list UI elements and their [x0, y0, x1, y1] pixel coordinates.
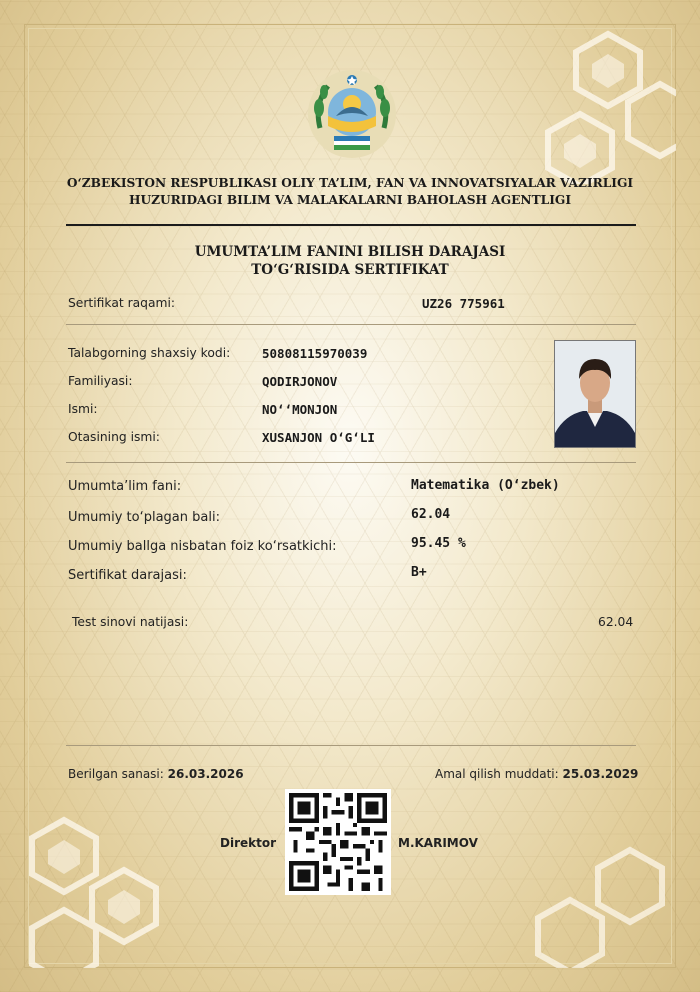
valid-until-label: Amal qilish muddati:	[435, 767, 559, 781]
test-result-label: Test sinovi natijasi:	[72, 615, 189, 629]
patronymic-label: Otasining ismi:	[68, 430, 160, 444]
corner-ornament-bottom-right	[530, 830, 676, 968]
first-name-value: NO‘‘MONJON	[262, 402, 338, 417]
issuer-line-2: HUZURIDAGI BILIM VA MALAKALARNI BAHOLASH AGENTLIGI	[128, 193, 572, 207]
issuer-line-1: O‘ZBEKISTON RESPUBLIKASI OLIY TA’LIM, FAN VA INNOVATSIYALAR VAZIRLIGI	[66, 176, 634, 190]
percent-label: Umumiy ballga nisbatan foiz ko‘rsatkichi:	[68, 539, 337, 554]
state-emblem-icon	[306, 68, 398, 160]
patronymic-value: XUSANJON O‘G‘LI	[262, 430, 375, 445]
subject-label: Umumta’lim fani:	[68, 479, 182, 494]
surname-value: QODIRJONOV	[262, 374, 338, 389]
certificate-level-label: Sertifikat darajasi:	[68, 568, 187, 583]
divider	[66, 462, 636, 463]
certificate-number-value: UZ26 775961	[422, 296, 505, 311]
issue-date-label: Berilgan sanasi:	[68, 767, 164, 781]
director-label: Direktor	[220, 836, 277, 850]
document-title-line-2: TO‘G‘RISIDA SERTIFIKAT	[251, 262, 449, 278]
surname-label: Familiyasi:	[68, 374, 133, 388]
issue-date	[68, 767, 244, 781]
certificate-level-value: B+	[411, 565, 427, 580]
corner-ornament-top-right	[540, 24, 676, 184]
qr-code[interactable]	[285, 789, 391, 895]
total-score-value: 62.04	[411, 507, 451, 522]
issue-date-value: 26.03.2026	[167, 767, 244, 781]
qr-code-icon	[285, 789, 391, 895]
subject-value: Matematika (O‘zbek)	[411, 478, 560, 493]
person-photo-icon	[555, 341, 635, 447]
divider	[66, 745, 636, 746]
divider	[66, 324, 636, 325]
document-title-line-1: UMUMTA’LIM FANINI BILISH DARAJASI	[194, 244, 506, 260]
personal-code-label: Talabgorning shaxsiy kodi:	[68, 346, 231, 360]
corner-ornament-bottom-left	[24, 800, 174, 968]
director-name: M.KARIMOV	[398, 836, 478, 850]
holder-photo	[554, 340, 636, 448]
valid-until	[435, 767, 638, 781]
percent-value: 95.45 %	[411, 536, 466, 551]
personal-code-value: 50808115970039	[262, 346, 368, 361]
valid-until-value: 25.03.2029	[562, 767, 639, 781]
total-score-label: Umumiy to‘plagan bali:	[68, 510, 220, 525]
certificate-number-label: Sertifikat raqami:	[68, 296, 176, 310]
test-result-value: 62.04	[598, 615, 634, 629]
first-name-label: Ismi:	[68, 402, 98, 416]
header-divider	[66, 224, 636, 226]
